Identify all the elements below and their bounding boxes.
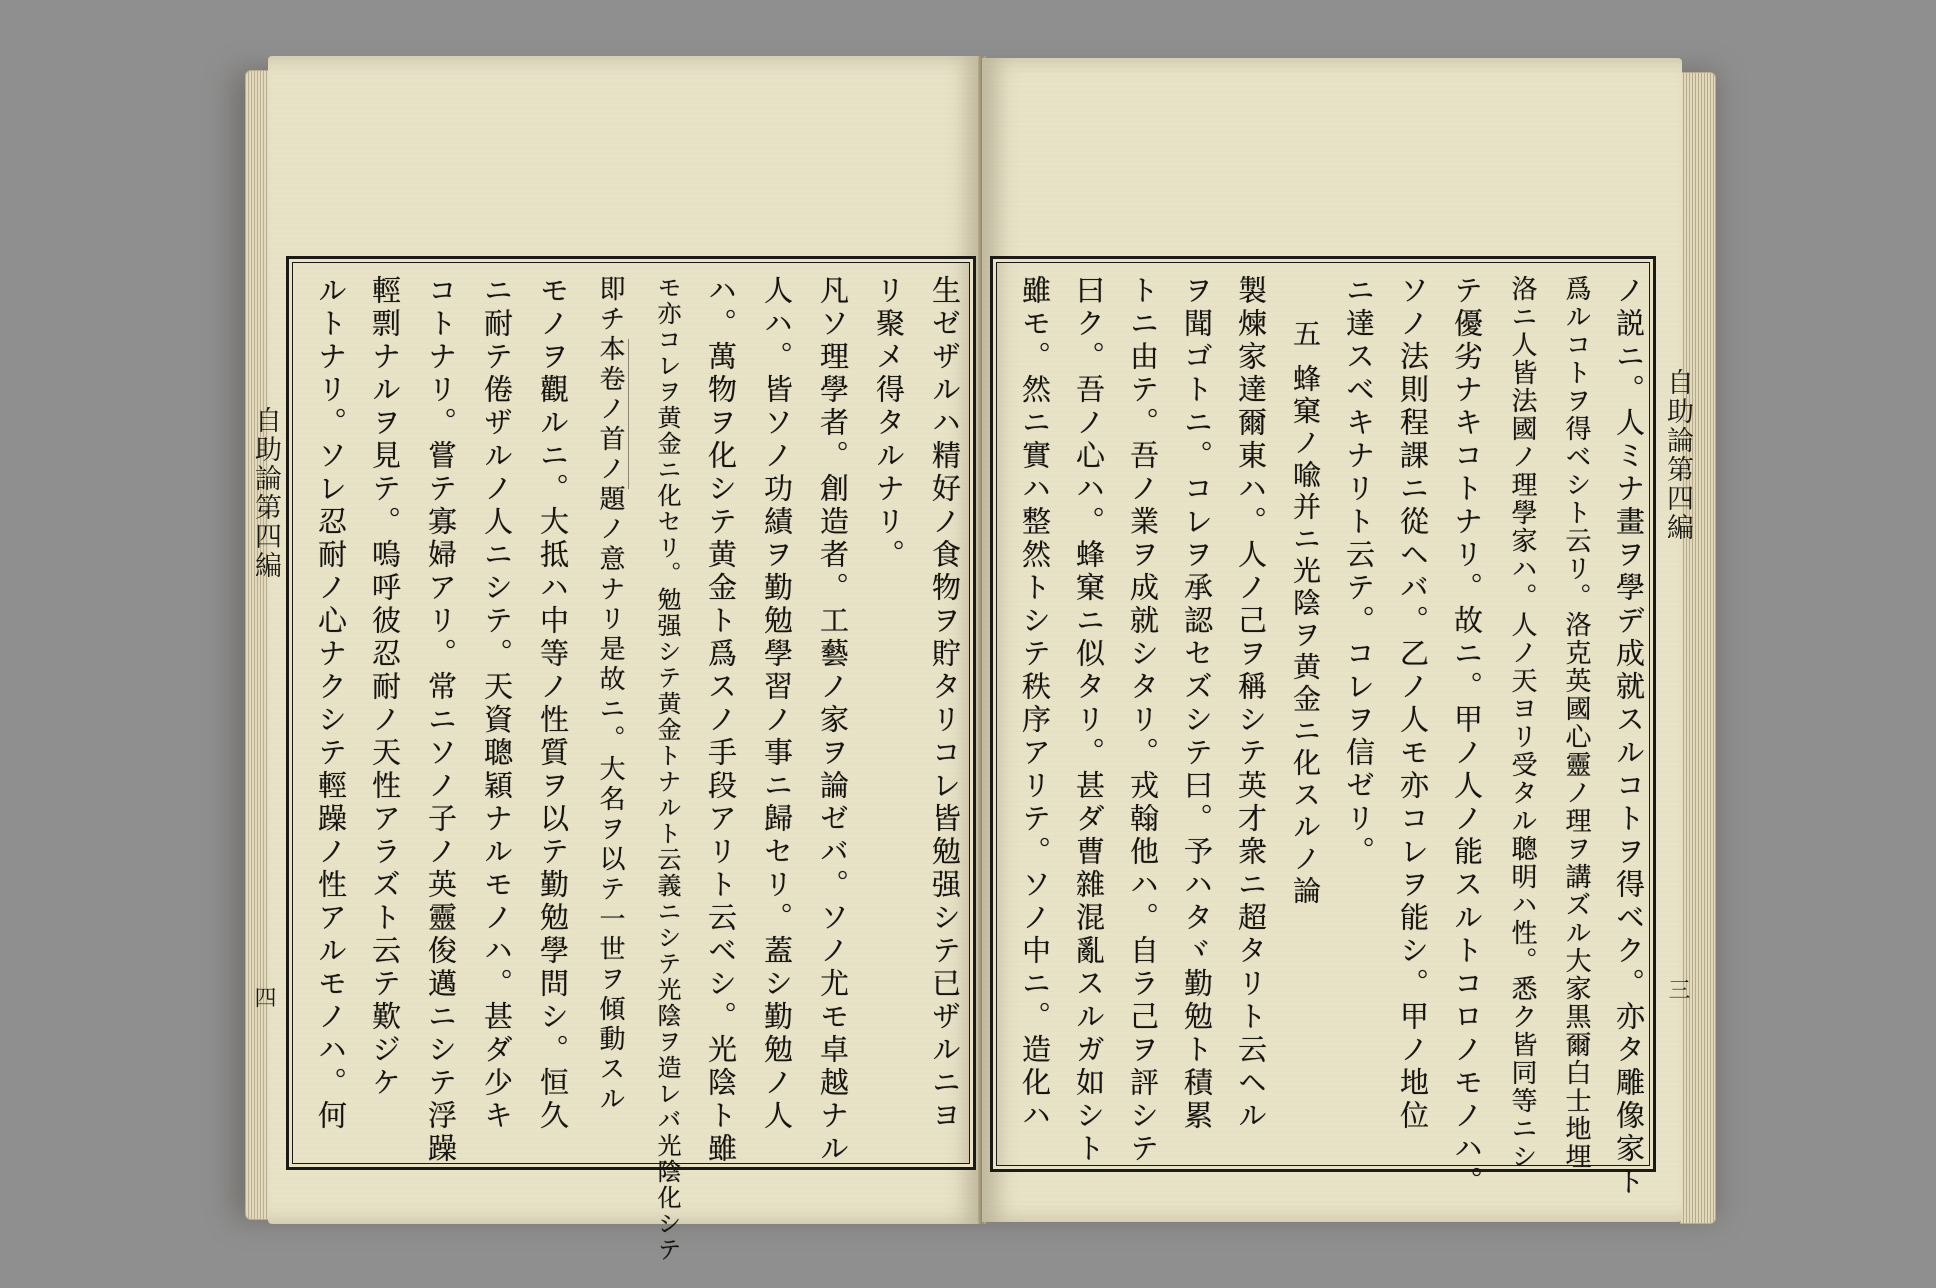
text-column: ソノ法則程課ニ從ヘバ。乙ノ人モ亦コレヲ能シ。甲ノ地位	[1396, 275, 1430, 1133]
text-column: ニ耐テ倦ザルノ人ニシテ。天資聰穎ナルモノハ。甚ダ少キ	[480, 275, 514, 1133]
left-page-margin-title: 自助論第四編	[250, 406, 281, 580]
text-column: モノヲ觀ルニ。大抵ハ中等ノ性質ヲ以テ勤勉學問シ。恒久	[536, 275, 570, 1133]
text-column: 生ゼザルハ精好ノ食物ヲ貯タリコレ皆勉强シテ已ザルニヨ	[928, 275, 962, 1133]
page-edges-right	[1680, 72, 1716, 1224]
right-text-frame	[990, 256, 1656, 1199]
right-page	[982, 58, 1693, 1222]
text-column: 即チ本卷ノ首ノ題ノ意ナリ是故ニ。大名ヲ以テ一世ヲ傾動スル	[595, 275, 625, 1115]
text-column: ハ。萬物ヲ化シテ黄金ト爲スノ手段アリト云ベシ。光陰ト雖	[704, 275, 738, 1166]
text-column: 製煉家達爾東ハ。人ノ己ヲ稱シテ英才衆ニ超タリト云ヘル	[1234, 275, 1268, 1133]
text-column: 曰ク。吾ノ心ハ。蜂窠ニ似タリ。甚ダ曹雜混亂スルガ如シト	[1072, 275, 1106, 1166]
text-column: リ聚メ得タルナリ。	[872, 275, 906, 572]
text-column: 爲ルコトヲ得ベシト云リ。洛克英國心靈ノ理ヲ講ズル大家黒爾白士地埋	[1561, 275, 1591, 1171]
text-column: トニ由テ。吾ノ業ヲ成就シタリ。戎翰他ハ。自ラ己ヲ評シテ	[1126, 275, 1160, 1166]
text-column: テ優劣ナキコトナリ。故ニ。甲ノ人ノ能スルトコロノモノハ。	[1450, 275, 1484, 1199]
text-column: ノ説ニ。人ミナ畫ヲ學デ成就スルコトヲ得ベク。亦タ雕像家ト	[1612, 275, 1646, 1199]
note-rule	[628, 339, 629, 489]
text-column: ルトナリ。ソレ忍耐ノ心ナクシテ輕躁ノ性アルモノハ。何	[314, 275, 348, 1133]
left-page-folio: 四	[251, 986, 276, 1008]
text-column: 人ハ。皆ソノ功績ヲ勤勉學習ノ事ニ歸セリ。蓋シ勤勉ノ人	[760, 275, 794, 1133]
text-column: 輕剽ナルヲ見テ。嗚呼彼忍耐ノ天性アラズト云テ歎ジケ	[368, 275, 402, 1100]
text-column: 洛ニ人皆法國ノ理學家ハ。人ノ天ヨリ受タル聰明ハ性。悉ク皆同等ニシ	[1507, 275, 1537, 1171]
text-column: コトナリ。嘗テ寡婦アリ。常ニソノ子ノ英靈俊邁ニシテ浮躁	[424, 275, 458, 1166]
right-page-margin-title: 自助論第四編	[1662, 368, 1693, 542]
section-heading: 五 蜂窠ノ喩并ニ光陰ヲ黄金ニ化スルノ論	[1289, 319, 1322, 908]
right-page-folio: 三	[1665, 978, 1690, 1000]
text-column: ニ達スベキナリト云テ。コレヲ信ゼリ。	[1342, 275, 1376, 869]
text-column: 凡ソ理學者。創造者。工藝ノ家ヲ論ゼバ。ソノ尤モ卓越ナル	[816, 275, 850, 1166]
left-page	[250, 56, 982, 1263]
left-text-frame	[286, 256, 976, 1263]
text-column: モ亦コレヲ黄金ニ化セリ。勉强シテ黄金トナルト云義ニシテ光陰ヲ造レバ光陰化シテ	[653, 275, 681, 1263]
text-column: ヲ聞ゴトニ。コレヲ承認セズシテ曰。予ハタヾ勤勉ト積累	[1180, 275, 1214, 1133]
text-column: 雖モ。然ニ實ハ整然トシテ秩序アリテ。ソノ中ニ。造化ハ	[1018, 275, 1052, 1133]
